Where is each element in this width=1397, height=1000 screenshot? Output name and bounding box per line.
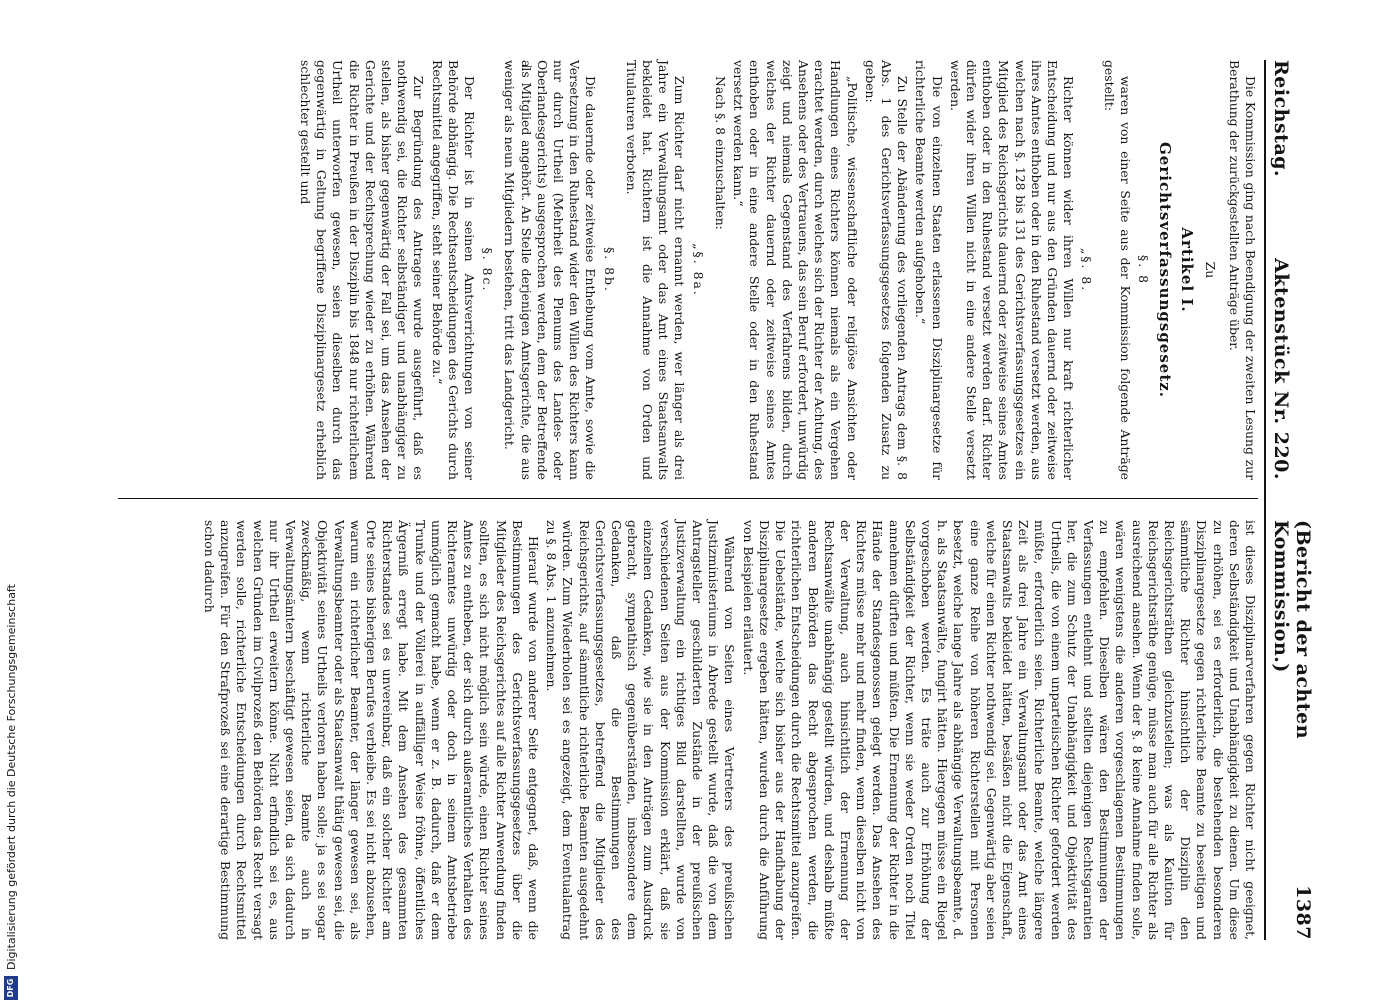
section-8c-mark: §. 8c. [480, 247, 496, 293]
paragraph: Richter können wider ihren Willen nur kraft richterlicher Entscheidung und nur aus den Gründen dauernd oder zeitweise ihres Amtes enthoben oder in den Ruhestand versetzt werden, aus welchen nach §. 128 bis 131 des Gerichtsverfassungsgesetzes ein Mitglied des Reichsgerichts dauernd oder zeitweise seines Amtes enthoben oder in den Ruhestand versetzt werden darf. Richter dürfen wider ihren Willen nicht in eine andere Stelle versetzt werden. [947, 60, 1077, 480]
column-divider [118, 498, 1258, 499]
paragraph: Die von einzelnen Staaten erlassenen Disziplinargesetze für richterliche Beamte werden aufgehoben.“ [913, 60, 945, 480]
section-8b-mark: §. 8b. [601, 247, 617, 293]
article-heading: Artikel I. [1178, 227, 1197, 313]
zu-label: Zu [1202, 261, 1218, 279]
paragraph: Nach §. 8 einzuschalten: [712, 76, 728, 230]
page-number: 1387 [1292, 885, 1314, 940]
paragraph: Zum Richter darf nicht ernannt werden, wer länger als drei Jahre ein Verwaltungsamt oder das Amt eines Staatsanwalts bekleidet hat. Richtern ist die Annahme von Orden und Titulaturen verboten. [623, 60, 688, 480]
header-reichstag: Reichstag. [1270, 60, 1292, 178]
intro-paragraph: Die Kommission ging nach Beendigung der zweiten Lesung zur Berathung der zurückgestellten Anträge über. [1226, 60, 1258, 480]
section-8a-mark: „§. 8a. [690, 243, 706, 297]
rotated-page [100, 60, 1314, 940]
page-header [1270, 60, 1314, 940]
section-8-mark: §. 8 [1135, 255, 1151, 285]
digitization-credit [4, 584, 18, 1000]
paragraph: Zur Begründung des Antrages wurde ausgeführt, daß es nothwendig sei, die Richter selbständiger und unabhängiger zu stellen, als bisher gegenwärtig der Fall sei, um das Ansehen der Gerichte und der Rechtsprechung wieder zu erhöhen. Während die Richter in Preußen in der Disziplin bis 1848 nur richterlichem Urtheil unterworfen gewesen, seien dieselben durch das gegenwärtig in Geltung begriffene Disziplinargesetz erheblich schlechter gestellt und [298, 60, 427, 480]
paragraph: waren von einer Seite aus der Kommission folgende Anträge gestellt: [1101, 60, 1133, 480]
header-left [1270, 60, 1292, 480]
credit-text: Digitalisierung gefördert durch die Deutsche Forschungsgemeinschaft [4, 584, 18, 970]
left-column [118, 60, 1258, 480]
header-title: (Bericht der achten Kommission.) [1270, 520, 1314, 740]
dfg-logo-icon: DFG [4, 976, 18, 1000]
paragraph: Zu Stelle der Abänderung des vorliegenden Antrags dem §. 8 Abs. 1 des Gerichtsverfassungsgesetzes folgenden Zusatz zu geben: [862, 60, 911, 480]
header-sheet-number: Aktenstück Nr. 220. [1270, 258, 1292, 480]
law-title: Gerichtsverfassungsgesetz. [1156, 141, 1175, 399]
header-rule [1264, 60, 1266, 940]
section-8-quote-mark: „§. 8. [1079, 247, 1095, 293]
paragraph: Der Richter ist in seinen Amtsverrichtungen von seiner Behörde abhängig. Die Rechtsentscheidungen des Gerichts durch Rechtsmittel angegriffen, steht seiner Behörde zu.“ [429, 60, 478, 480]
right-column [118, 520, 1258, 940]
paragraph: ist dieses Disziplinarverfahren gegen Richter nicht geeignet, deren Selbständigkeit und Unabhängigkeit zu dienen. Um diese zu erhöhen, sei es erforderlich, die bestehenden besonderen Disziplinargesetze gegen richterliche Beamte zu beseitigen und sämmtliche Richter hinsichtlich der Disziplin den Reichsgerichtsräthen gleichzustellen; was als Kaution für Reichsgerichtsräthe genüge, müsse man auch für alle Richter als ausreichend ansehen. Wenn der §. 8 keine Annahme finden solle, wären wenigstens die anderen vorgeschlagenen Bestimmungen zu empfehlen. Dieselben wären den Bestimmungen der Verfassungen entlehnt und stellten diejenigen Rechtsgarantien her, die zum Schutz der Unabhängigkeit und Objektivität des Urtheils, die von einem unparteiischen Richter gefordert werden müßte, erforderlich seien. Richterliche Beamte, welche längere Zeit als drei Jahre ein Verwaltungsamt oder das Amt eines Staatsanwalts bekleidet hätten, besäßen nicht die Eigenschaft, welche für einen Richter nothwendig sei. Gegenwärtig aber seien eine ganze Reihe von höheren Richterstellen mit Personen besetzt, welche lange Jahre als abhängige Verwaltungsbeamte, d. h. als Staatsanwälte, fungirt hätten. Hiergegen müsse ein Riegel vorgeschoben werden. Es träte auch zur Erhöhung der Selbständigkeit der Richter, wenn sie weder Orden noch Titel annehmen dürften und müßten. Die Ernennung der Richter in die Hände der Standesgenossen gelegt werden. Das Ansehen des Richters müsse mehr und mehr finden, wenn dieselben nicht von der Verwaltung, auch hinsichtlich der Ernennung der Rechtsanwälte unabhängig gestellt würden, und deshalb müßte anderen Behörden das Recht abgesprochen werden, die richterlichen Entscheidungen durch die Rechtsmittel anzugreifen. Die Uebelstände, welche sich bisher aus der Handhabung der Disziplinargesetze ergeben hätten, wurden durch die Anführung von Beispielen erläutert. [740, 520, 1258, 940]
paragraph: Hierauf wurde von anderer Seite entgegnet, daß, wenn die Bestimmungen des Gerichtsverfassungsgesetzes über die Mitglieder des Reichsgerichtes auf alle Richter Anwendung finden sollten, es sich nicht möglich sein würde, einen Richter seines Amtes zu entheben, der sich durch außeramtliches Verhalten des Richteramtes unwürdig oder doch in seinem Amtsbetriebe unmöglich gemacht habe, wenn er z. B. dadurch, daß er dem Trunke und der Völlerei in auffälliger Weise fröhne, öffentliches Ärgerniß erregt habe. Mit dem Ansehen des gesammten Richterstandes sei es unvereinbar, daß ein solcher Richter am Orte seines bisherigen Berufes verbleibe. Es sei nicht abzusehen, warum ein richterlicher Beamter, der länger gewesen sei, als Verwaltungsbeamter oder als Staatsanwalt thätig gewesen sei, die Objektivität seines Urtheils verloren haben solle; ja es sei sogar zweckmäßig, wenn richterliche Beamte auch in Verwaltungsämtern beschäftigt gewesen seien, da sich dadurch nur ihr Urtheil erweitern könne. Nicht erfindlich sei es, aus welchen Gründen im Civilprozeß den Behörden das Recht versagt werden solle, richterliche Entscheidungen durch Rechtsmittel anzugreifen. Für den Strafprozeß sei eine derartige Bestimmung schon dadurch [202, 520, 542, 940]
paragraph: Die dauernde oder zeitweise Enthebung vom Amte, sowie die Versetzung in den Ruhestand wider den Willen des Richters kann nur durch Urtheil (Mehrheit des Plenums des Landes- oder Oberlandesgerichts) ausgesprochen werden, dem der Betreffende als Mitglied angehört. An Stelle derjenigen Amtsgerichte, die aus weniger als neun Mitgliedern bestehen, tritt das Landgericht. [502, 60, 599, 480]
paragraph: Während von Seiten eines Vertreters des preußischen Justizministeriums in Abrede gestellt wurde, daß die von dem Antragsteller geschilderten Zustände in der preußischen Justizverwaltung ein richtiges Bild darstellten, wurde von verschiedenen Seiten aus der Kommission erklärt, daß sie einzelnen Gedanken, wie sie in den Anträgen zum Ausdruck gebracht, sympathisch gegenüberständen, insbesondere dem Gedanken, daß die Bestimmungen des Gerichtsverfassungsgesetzes, betreffend die Mitglieder des Reichsgerichts, auf sämmtliche richterliche Beamten ausgedehnt würden. Zum Wiederholen sei es angezeigt, dem Eventualantrag zu §. 8 Abs. 1 anzunehmen. [544, 520, 738, 940]
paragraph: „Politische, wissenschaftliche oder religiöse Ansichten oder Handlungen eines Richters können niemals als ein Vergehen erachtet werden, durch welches sich der Richter der Achtung, des Ansehens oder des Vertrauens, das sein Beruf erfordert, unwürdig zeigt und niemals Gegenstand des Verfahrens bilden, durch welches der Richter dauernd oder zeitweise seines Amtes enthoben oder in eine andere Stelle oder in den Ruhestand versetzt werden kann.“ [731, 60, 860, 480]
header-right [1270, 520, 1314, 940]
